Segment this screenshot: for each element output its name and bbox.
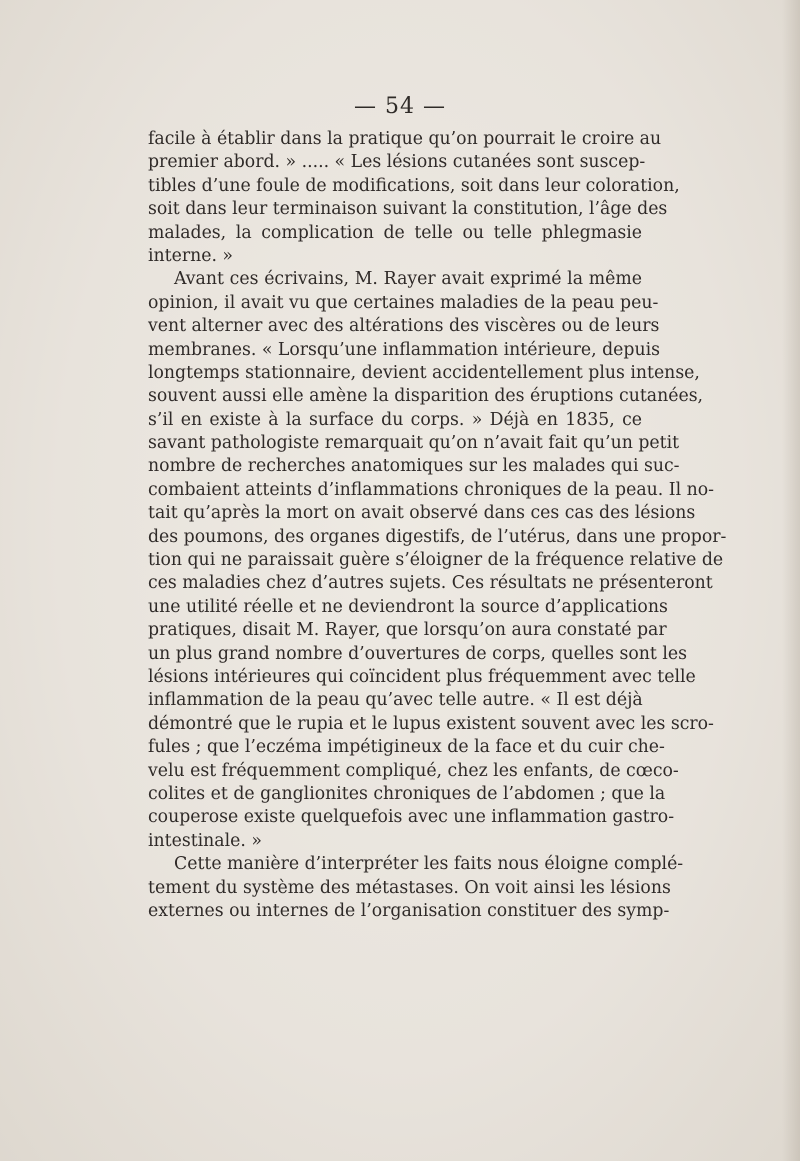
text-line: tement du système des métastases. On voit ainsi les lésions <box>148 877 671 898</box>
text-line: savant pathologiste remarquait qu’on n’avait fait qu’un petit <box>148 433 680 454</box>
text-line: opinion, il avait vu que certaines maladies de la peau peu- <box>148 292 659 313</box>
text-line: Avant ces écrivains, M. Rayer avait exprimé la même <box>174 269 642 290</box>
text-line: vent alterner avec des altérations des viscères ou de leurs <box>148 316 660 337</box>
text-line: des poumons, des organes digestifs, de l’utérus, dans une propor- <box>148 526 727 547</box>
text-line: couperose existe quelquefois avec une inflammation gastro- <box>148 807 675 828</box>
text-line: fules ; que l’eczéma impétigineux de la face et du cuir che- <box>148 737 665 758</box>
text-line: Cette manière d’interpréter les faits nous éloigne complé- <box>174 854 684 875</box>
text-line: lésions intérieures qui coïncident plus fréquemment avec telle <box>148 666 696 687</box>
text-line: premier abord. » ..... « Les lésions cutanées sont suscep- <box>148 152 646 173</box>
text-line: tait qu’après la mort on avait observé dans ces cas des lésions <box>148 503 696 524</box>
text-line: nombre de recherches anatomiques sur les malades qui suc- <box>148 456 680 477</box>
page-number: — 54 — <box>354 94 446 119</box>
text-line: une utilité réelle et ne deviendront la source d’applications <box>148 596 668 617</box>
text-line: intestinale. » <box>148 830 262 851</box>
text-line: tibles d’une foule de modifications, soit dans leur coloration, <box>148 175 680 196</box>
text-line: colites et de ganglionites chroniques de l’abdomen ; que la <box>148 783 666 804</box>
text-line: malades, la complication de telle ou telle phlegmasie <box>148 222 642 243</box>
text-line: démontré que le rupia et le lupus existent souvent avec les scro- <box>148 713 714 734</box>
page-edge-shadow <box>782 0 800 1161</box>
text-line: tion qui ne paraissait guère s’éloigner de la fréquence relative de <box>148 550 724 571</box>
text-line: pratiques, disait M. Rayer, que lorsqu’on aura constaté par <box>148 620 667 641</box>
text-line: un plus grand nombre d’ouvertures de corps, quelles sont les <box>148 643 687 664</box>
text-line: soit dans leur terminaison suivant la constitution, l’âge des <box>148 199 668 220</box>
text-line: longtemps stationnaire, devient accidentellement plus intense, <box>148 362 700 383</box>
body-text <box>148 128 727 923</box>
text-line: s’il en existe à la surface du corps. » Déjà en 1835, ce <box>148 409 642 430</box>
text-line: externes ou internes de l’organisation constituer des symp- <box>148 900 670 921</box>
text-line: membranes. « Lorsqu’une inflammation intérieure, depuis <box>148 339 660 360</box>
text-line: interne. » <box>148 245 234 266</box>
text-line: souvent aussi elle amène la disparition des éruptions cutanées, <box>148 386 704 407</box>
text-line: ces maladies chez d’autres sujets. Ces résultats ne présenteront <box>148 573 713 594</box>
text-line: combaient atteints d’inflammations chroniques de la peau. Il no- <box>148 479 714 500</box>
text-line: facile à établir dans la pratique qu’on pourrait le croire au <box>148 129 662 149</box>
text-line: velu est fréquemment compliqué, chez les enfants, de cœco- <box>148 760 679 781</box>
text-line: inflammation de la peau qu’avec telle autre. « Il est déjà <box>148 690 643 711</box>
